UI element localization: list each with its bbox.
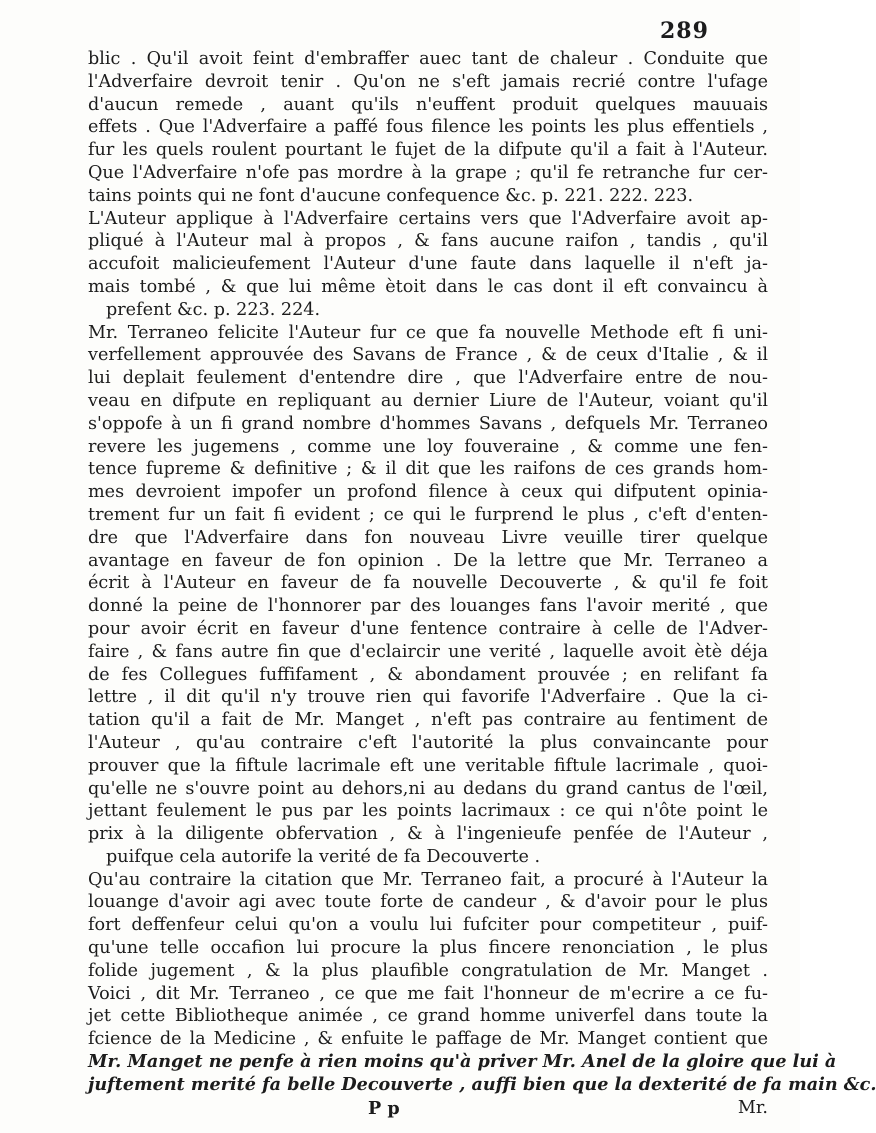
- text-line: lui deplait feulement d'entendre dire , que l'Adverfaire entre de nou-: [88, 368, 768, 389]
- catchword: Mr.: [737, 1098, 768, 1118]
- text-line: lettre , il dit qu'il n'y trouve rien qui favorife l'Adverfaire . Que la ci-: [88, 687, 768, 708]
- text-line: Qu'au contraire la citation que Mr. Terraneo fait, a procuré à l'Auteur la: [88, 869, 768, 890]
- text-line: juftement merité fa belle Decouverte , auffi bien que la dexterité de fa main &c.: [88, 1073, 876, 1095]
- text-line: prouver que la fiftule lacrimale eft une veritable fiftule lacrimale , quoi-: [88, 755, 768, 776]
- text-line: revere les jugemens , comme une loy fouveraine , & comme une fen-: [88, 436, 768, 457]
- text-line: tains points qui ne font d'aucune confequence &c. p. 221. 222. 223.: [88, 185, 694, 206]
- text-line: dre que l'Adverfaire dans fon nouveau Livre veuille tirer quelque: [88, 527, 768, 548]
- text-line: trement fur un fait fi evident ; ce qui le furprend le plus , c'eft d'enten-: [88, 504, 768, 525]
- text-line: tation qu'il a fait de Mr. Manget , n'eft pas contraire au fentiment de: [88, 710, 768, 731]
- text-line: veau en difpute en repliquant au dernier Liure de l'Auteur, voiant qu'il: [88, 390, 768, 411]
- text-line: jettant feulement le pus par les points lacrimaux : ce qui n'ôte point le: [88, 801, 768, 822]
- text-line: fort deffenfeur celui qu'on a voulu lui fufciter pour competiteur , puif-: [88, 915, 768, 936]
- text-line: blic . Qu'il avoit feint d'embraffer auec tant de chaleur . Conduite que: [88, 49, 768, 69]
- text-line: écrit à l'Auteur en faveur de fa nouvelle Decouverte , & qu'il fe foit: [88, 573, 768, 594]
- text-line: faire , & fans autre fin que d'eclaircir une verité , laquelle avoit ètè déja: [88, 641, 768, 662]
- page-number: 289: [660, 18, 709, 44]
- text-line: puifque cela autorife la verité de fa Decouverte .: [106, 846, 541, 867]
- body-text: [88, 48, 876, 1097]
- text-line: l'Auteur , qu'au contraire c'eft l'autorité la plus convaincante pour: [88, 732, 768, 753]
- text-line: fur les quels roulent pourtant le fujet de la difpute qu'il a fait à l'Auteur.: [88, 140, 768, 161]
- text-line: mais tombé , & que lui même ètoit dans le cas dont il eft convaincu à: [88, 276, 768, 297]
- text-line: accufoit malicieufement l'Auteur d'une faute dans laquelle il n'eft ja-: [88, 254, 768, 275]
- signature-mark: P p: [368, 1098, 400, 1119]
- text-line: pliqué à l'Auteur mal à propos , & fans aucune raifon , tandis , qu'il: [88, 231, 768, 252]
- text-line: de fes Collegues fuffifament , & abondament prouvée ; en relifant fa: [88, 664, 768, 685]
- text-line: prix à la diligente obfervation , & à l'ingenieufe penfée de l'Auteur ,: [88, 824, 768, 845]
- page-footer: [88, 1098, 768, 1122]
- text-line: Voici , dit Mr. Terraneo , ce que me fait l'honneur de m'ecrire a ce fu-: [88, 983, 768, 1004]
- text-line: folide jugement , & la plus plaufible congratulation de Mr. Manget .: [88, 960, 768, 981]
- text-line: fcience de la Medicine , & enfuite le paffage de Mr. Manget contient que: [88, 1029, 768, 1050]
- text-line: mes devroient impofer un profond filence à ceux qui difputent opinia-: [88, 482, 768, 503]
- text-line: l'Adverfaire devroit tenir . Qu'on ne s'eft jamais recrié contre l'ufage: [88, 71, 768, 92]
- text-line: verfellement approuvée des Savans de France , & de ceux d'Italie , & il: [88, 345, 768, 366]
- text-line: Mr. Terraneo felicite l'Auteur fur ce que fa nouvelle Methode eft fi uni-: [88, 322, 768, 343]
- text-line: effets . Que l'Adverfaire a paffé fous filence les points les plus effentiels ,: [88, 117, 768, 138]
- text-line: s'oppofe à un fi grand nombre d'hommes Savans , defquels Mr. Terraneo: [88, 413, 768, 434]
- text-line: avantage en faveur de fon opinion . De la lettre que Mr. Terraneo a: [88, 550, 768, 571]
- text-line: pour avoir écrit en faveur d'une fentence contraire à celle de l'Adver-: [88, 618, 768, 639]
- text-line: louange d'avoir agi avec toute forte de candeur , & d'avoir pour le plus: [88, 892, 768, 913]
- text-line: qu'une telle occafion lui procure la plus fincere renonciation , le plus: [88, 938, 768, 959]
- text-line: L'Auteur applique à l'Adverfaire certains vers que l'Adverfaire avoit ap-: [88, 208, 768, 229]
- text-line: jet cette Bibliotheque animée , ce grand homme univerfel dans toute la: [88, 1006, 768, 1027]
- text-line: d'aucun remede , auant qu'ils n'euffent produit quelques mauuais: [88, 94, 768, 115]
- text-line: Mr. Manget ne penfe à rien moins qu'à priver Mr. Anel de la gloire que lui à: [88, 1051, 837, 1073]
- text-line: Que l'Adverfaire n'ofe pas mordre à la grape ; qu'il fe retranche fur cer-: [88, 162, 768, 183]
- text-line: donné la peine de l'honnorer par des louanges fans l'avoir merité , que: [88, 596, 768, 617]
- text-line: tence fupreme & definitive ; & il dit que les raifons de ces grands hom-: [88, 459, 768, 480]
- text-line: prefent &c. p. 223. 224.: [106, 299, 321, 320]
- text-line: qu'elle ne s'ouvre point au dehors,ni au dedans du grand cantus de l'œil,: [88, 778, 768, 799]
